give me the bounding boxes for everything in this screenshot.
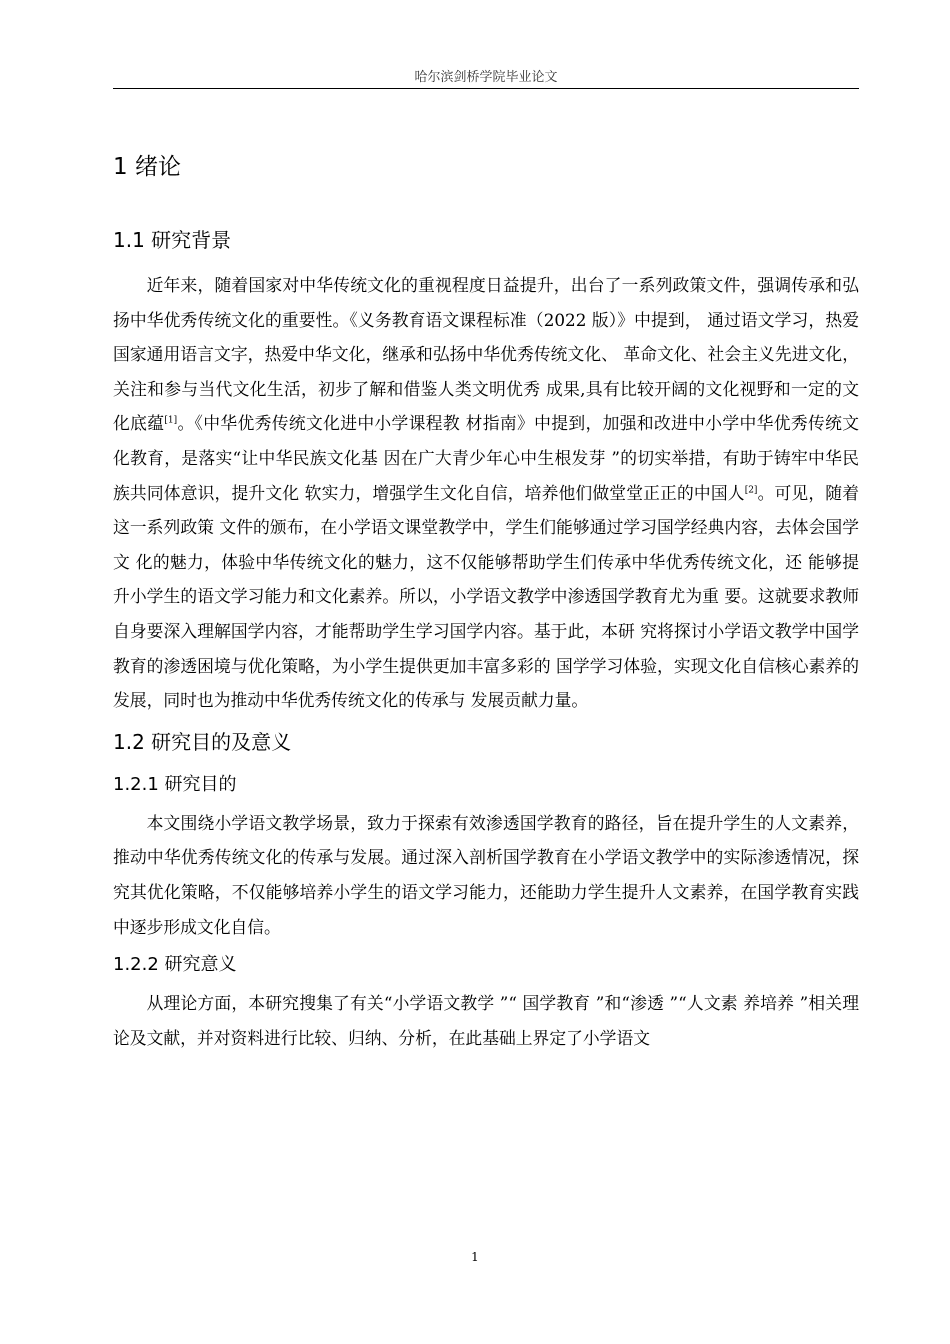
header-text: 哈尔滨剑桥学院毕业论文 — [414, 70, 558, 85]
paragraph-text: 。《中华优秀传统文化进中小学课程教 材指南》中提到，加强和改进中小学中华优秀传统文化教育，是落实“让中华民族文化基 因在广大青少年心中生根发芽 ”的切实举措，有助于铸牢中华民族共同体意识，提升文化 软实力，增强学生文化自信，培养他们做堂堂正正的中国人 — [113, 413, 859, 503]
chapter-title: 1 绪论 — [113, 154, 181, 180]
section-heading-1-1: 1.1 研究背景 — [113, 228, 232, 252]
subsection-heading-1-2-2: 1.2.2 研究意义 — [113, 954, 237, 976]
document-body — [113, 140, 859, 1055]
paragraph-text: 。可见，随着这一系列政策 文件的颁布，在小学语文课堂教学中，学生们能够通过学习国学经典内容，去体会国学文 化的魅力，体验中华传统文化的魅力，这不仅能够帮助学生们传承中华优秀传统文化，还 能够提升小学生的语文学习能力和文化素养。所以，小学语文教学中渗透国学教育尤为重 要。这就要求教师自身要深入理解国学内容，才能帮助学生学习国学内容。基于此，本研 究将探讨小学语文教学中国学教育的渗透困境与优化策略，为小学生提供更加丰富多彩的 国学学习体验，实现文化自信核心素养的发展，同时也为推动中华优秀传统文化的传承与 发展贡献力量。 — [113, 482, 859, 711]
page-number: 1 — [471, 1250, 479, 1264]
page-header — [113, 66, 859, 89]
paragraph-research-purpose: 本文围绕小学语文教学场景，致力于探索有效渗透国学教育的路径，旨在提升学生的人文素养，推动中华优秀传统文化的传承与发展。通过深入剖析国学教育在小学语文教学中的实际渗透情况，探究其优化策略，不仅能够培养小学生的语文学习能力，还能助力学生提升人文素养，在国学教育实践中逐步形成文化自信。 — [113, 812, 859, 937]
subsection-heading-1-2-1: 1.2.1 研究目的 — [113, 773, 237, 795]
citation-ref-1: [1] — [164, 415, 178, 426]
paragraph-text: 近年来，随着国家对中华传统文化的重视程度日益提升，出台了一系列政策文件，强调传承和弘扬中华优秀传统文化的重要性。《义务教育语文课程标准（2022 版）》中提到， 通过语文学习，热爱国家通用语言文字，热爱中华文化，继承和弘扬中华优秀传统文化、 革命文化、社会主义先进文化，关注和参与当代文化生活，初步了解和借鉴人类文明优秀 成果,具有比较开阔的文化视野和一定的文化底蕴 — [113, 275, 859, 434]
paragraph-research-background — [113, 268, 859, 718]
citation-ref-2: [2] — [744, 484, 758, 495]
paragraph-research-significance: 从理论方面，本研究搜集了有关“小学语文教学 ”“ 国学教育 ”和“渗透 ”“人文素 养培养 ”相关理论及文献，并对资料进行比较、归纳、分析，在此基础上界定了小学语文 — [113, 993, 859, 1048]
section-heading-1-2: 1.2 研究目的及意义 — [113, 729, 292, 754]
